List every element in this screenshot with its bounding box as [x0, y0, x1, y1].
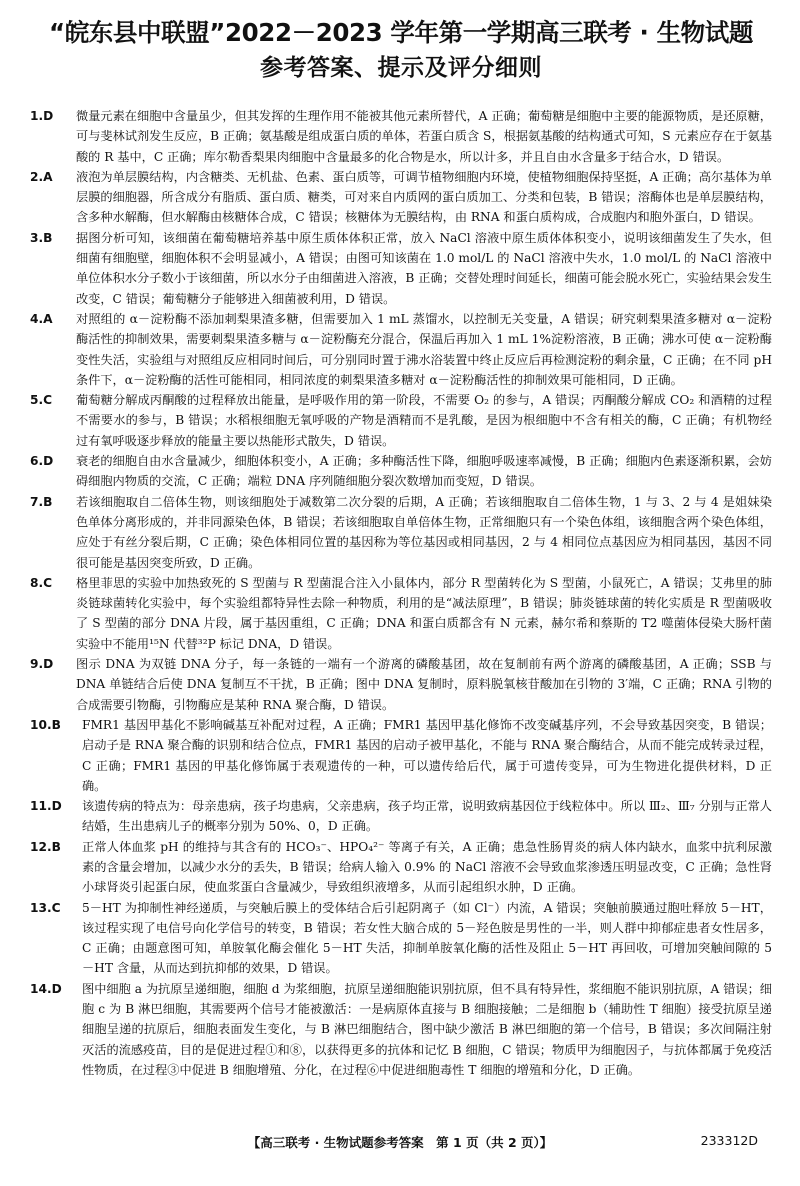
- question-number: 14.: [30, 981, 52, 996]
- answer-explanation: 图中细胞 a 为抗原呈递细胞，细胞 d 为浆细胞，抗原呈递细胞能识别抗原，但不具有特异性，浆细胞不能识别抗原，A 错误；细胞 c 为 B 淋巴细胞，其需要两个信号才能被激活：一是病原体直接与 B 细胞接触；二是细胞 b（辅助性 T 细胞）接受抗原呈递细胞呈递的抗原后，细胞表面发生变化，与 B 淋巴细胞结合，图中缺少激活 B 淋巴细胞的第一个信号，B 错误；多次间隔注射灭活的流感疫苗，目的是促进过程①和⑧，以获得更多的抗体和记忆 B 细胞，C 错误；物质甲为细胞因子，与抗体都属于免疫活性物质，在过程③中促进 B 细胞增殖、分化，在过程⑥中促进细胞毒性 T 细胞的增殖和分化，D 正确。: [82, 981, 772, 1077]
- question-number: 13.: [30, 900, 52, 915]
- answer-explanation: FMR1 基因甲基化不影响碱基互补配对过程，A 正确；FMR1 基因甲基化修饰不改变碱基序列，不会导致基因突变，B 错误；启动子是 RNA 聚合酶的识别和结合位点，FMR1 基因的启动子被甲基化，不能与 RNA 聚合酶结合，从而不能完成转录过程，C 正确；FMR1 基因的甲基化修饰属于表观遗传的一种，可以遗传给后代，属于可遗传变异，可为生物进化提供材料，D 正确。: [82, 717, 772, 793]
- answer-number: [30, 228, 76, 309]
- answer-explanation: 该遗传病的特点为：母亲患病，孩子均患病，父亲患病，孩子均正常，说明致病基因位于线粒体中。所以 Ⅲ₂、Ⅲ₇ 分别与正常人结婚，生出患病儿子的概率分别为 50%、0，D 正确。: [82, 799, 772, 834]
- answer-choice: B: [43, 230, 53, 245]
- answer-choice: D: [43, 657, 54, 672]
- answer-choice: C: [43, 575, 53, 590]
- answer-explanation: 对照组的 α－淀粉酶不添加刺梨果渣多糖，但需要加入 1 mL 蒸馏水，以控制无关变量，A 错误；研究刺梨果渣多糖对 α－淀粉酶活性的抑制效果，需要刺梨果渣多糖与 α－淀粉酶充分混合，保温后再加入 1 mL 1%淀粉溶液，B 正确；沸水可使 α－淀粉酶变性失活，实验组与对照组反应相同时间后，可分别同时置于沸水浴装置中终止反应后再检测淀粉的剩余量，C 正确；在不同 pH 条件下，α－淀粉酶的活性可能相同，相同浓度的刺梨果渣多糖对 α－淀粉酶活性的抑制效果可能相同，D 正确。: [76, 311, 772, 387]
- answer-item: [30, 979, 772, 1080]
- footer-page-info: 【高三联考 · 生物试题参考答案 第 1 页（共 2 页）】: [247, 1135, 553, 1150]
- answer-number: [30, 106, 76, 167]
- answer-item: [30, 837, 772, 898]
- answer-number: [30, 390, 76, 451]
- answer-choice: B: [43, 494, 53, 509]
- question-number: 11.: [30, 799, 52, 814]
- answer-number: [30, 898, 82, 979]
- question-number: 12.: [30, 839, 52, 854]
- page-subtitle: 参考答案、提示及评分细则: [260, 55, 542, 81]
- question-number: 7.: [30, 494, 44, 509]
- answer-explanation: 正常人体血浆 pH 的维持与其含有的 HCO₃⁻、HPO₄²⁻ 等离子有关，A 正确；患急性肠胃炎的病人体内缺水，血浆中抗利尿激素的含量会增加，以减少水分的丢失，B 错误；给病人输入 0.9% 的 NaCl 溶液不会导致血浆渗透压明显改变，C 正确；急性肾小球肾炎引起蛋白尿，使血浆蛋白含量减少，导致组织液增多，从而引起组织水肿，D 正确。: [82, 839, 772, 895]
- answer-number: [30, 573, 76, 654]
- answer-explanation: 格里菲思的实验中加热致死的 S 型菌与 R 型菌混合注入小鼠体内，部分 R 型菌转化为 S 型菌，小鼠死亡，A 错误；艾弗里的肺炎链球菌转化实验中，每个实验组都特异性去除一种物质，利用的是“减法原理”，B 错误；肺炎链球菌的转化实质是 R 型菌吸收了 S 型菌的部分 DNA 片段，属于基因重组，C 正确；DNA 和蛋白质都含有 N 元素，赫尔希和蔡斯的 T2 噬菌体侵染大肠杆菌实验中不能用¹⁵N 代替³²P 标记 DNA，D 错误。: [76, 575, 772, 651]
- answer-item: [30, 796, 772, 837]
- answer-choice: D: [51, 981, 62, 996]
- page-footer: [0, 1133, 800, 1157]
- answer-choice: D: [43, 109, 54, 123]
- answer-number: [30, 451, 76, 492]
- question-number: 9.: [30, 657, 44, 672]
- answer-number: [30, 837, 82, 898]
- answer-explanation: 5－HT 为抑制性神经递质，与突触后膜上的受体结合后引起阴离子（如 Cl⁻）内流，A 错误；突触前膜通过胞吐释放 5－HT，该过程实现了电信号向化学信号的转变，B 错误；若女性大脑合成的 5－羟色胺是男性的一半，则人群中抑郁症患者女性居多，C 正确；由题意图可知，单胺氧化酶会催化 5－HT 失活，抑制单胺氧化酶的活性及阻止 5－HT 再回收，可增加突触间隙的 5－HT 含量，从而达到抗抑郁的效果，D 错误。: [82, 900, 772, 976]
- answer-item: [30, 451, 772, 492]
- answer-item: [30, 106, 772, 167]
- question-number: 1.: [30, 109, 44, 123]
- answer-choice: D: [51, 799, 62, 814]
- answer-explanation: 葡萄糖分解成丙酮酸的过程释放出能量，是呼吸作用的第一阶段，不需要 O₂ 的参与，A 错误；丙酮酸分解成 CO₂ 和酒精的过程不需要水的参与，B 错误；水稻根细胞无氧呼吸的产物是酒精而不是乳酸，是因为根细胞中不含有相关的酶，C 正确；有机物经过有氧呼吸逐步释放的能量主要以热能形式散失，D 错误。: [76, 393, 772, 448]
- answer-choice: A: [43, 169, 53, 184]
- question-number: 6.: [30, 454, 44, 469]
- answer-item: [30, 898, 772, 979]
- answer-number: [30, 796, 82, 837]
- answer-explanation: 图示 DNA 为双链 DNA 分子，每一条链的一端有一个游离的磷酸基团，故在复制前有两个游离的磷酸基团，A 正确；SSB 与 DNA 单链结合后使 DNA 复制互不干扰，B 正确；图中 DNA 复制时，原料脱氧核苷酸加在引物的 3′端，C 正确；RNA 引物的合成需要引物酶，引物酶应是某种 RNA 聚合酶，D 错误。: [76, 657, 772, 712]
- question-number: 5.: [30, 393, 44, 408]
- answer-choice: C: [51, 900, 61, 915]
- answer-number: [30, 715, 82, 796]
- question-number: 3.: [30, 230, 44, 245]
- answer-item: [30, 654, 772, 715]
- question-number: 4.: [30, 311, 44, 326]
- answer-number: [30, 654, 76, 715]
- document-header: [30, 16, 772, 86]
- answer-list: [30, 106, 772, 1080]
- question-number: 8.: [30, 575, 44, 590]
- answer-item: [30, 390, 772, 451]
- page-title: “皖东县中联盟”2022－2023 学年第一学期高三联考 · 生物试题: [49, 18, 753, 47]
- answer-choice: B: [51, 717, 61, 732]
- answer-explanation: 衰老的细胞自由水含量减少，细胞体积变小，A 正确；多种酶活性下降，细胞呼吸速率减慢，B 正确；细胞内色素逐渐积累，会妨碍细胞内物质的交流，C 正确；端粒 DNA 序列随细胞分裂次数增加而变短，D 错误。: [76, 454, 772, 489]
- answer-item: [30, 573, 772, 654]
- answer-explanation: 液泡为单层膜结构，内含糖类、无机盐、色素、蛋白质等，可调节植物细胞内环境，使植物细胞保持坚挺，A 正确；高尔基体为单层膜的细胞器，所含成分有脂质、蛋白质、糖类，可对来自内质网的蛋白质加工、分类和包装，B 错误；溶酶体也是单层膜结构，含多种水解酶，但水解酶由核糖体合成，C 错误；核糖体为无膜结构，由 RNA 和蛋白质构成，合成胞内和胞外蛋白，D 错误。: [76, 169, 772, 225]
- answer-number: [30, 309, 76, 390]
- answer-choice: D: [43, 454, 54, 469]
- answer-number: [30, 492, 76, 573]
- question-number: 2.: [30, 169, 44, 184]
- answer-explanation: 若该细胞取自二倍体生物，则该细胞处于减数第二次分裂的后期，A 正确；若该细胞取自二倍体生物，1 与 3、2 与 4 是姐妹染色单体分离形成的，并非同源染色体，B 错误；若该细胞取自单倍体生物，正常细胞只有一个染色体组，该细胞含两个染色体组，应处于有丝分裂后期，C 正确；染色体相同位置的基因称为等位基因或相同基因，2 与 4 相同位点基因应为相同基因，基因不同很可能是基因突变所致，D 正确。: [76, 494, 772, 570]
- answer-number: [30, 979, 82, 1080]
- question-number: 10.: [30, 717, 52, 732]
- answer-item: [30, 167, 772, 228]
- answer-explanation: 据图分析可知，该细菌在葡萄糖培养基中原生质体体积正常，放入 NaCl 溶液中原生质体体积变小，说明该细菌发生了失水，但细菌有细胞壁，细胞体积不会明显减小，A 错误；由图可知该菌在 1.0 mol/L 的 NaCl 溶液中失水，1.0 mol/L 的 NaCl 溶液中单位体积水分子数小于该细菌，所以水分子由细菌进入溶液，B 正确；交替处理时间延长，细菌可能会脱水死亡，实验结果会发生改变，C 错误；葡萄糖分子能够进入细菌被利用，D 错误。: [76, 230, 772, 306]
- answer-choice: C: [43, 393, 53, 408]
- answer-item: [30, 715, 772, 796]
- footer-code: 233312D: [700, 1133, 758, 1148]
- answer-choice: B: [51, 839, 61, 854]
- answer-item: [30, 228, 772, 309]
- answer-item: [30, 309, 772, 390]
- answer-choice: A: [43, 311, 53, 326]
- answer-number: [30, 167, 76, 228]
- answer-explanation: 微量元素在细胞中含量虽少，但其发挥的生理作用不能被其他元素所替代，A 正确；葡萄糖是细胞中主要的能源物质，是还原糖，可与斐林试剂发生反应，B 正确；氨基酸是组成蛋白质的单体，若蛋白质含 S，根据氨基酸的结构通式可知，S 元素应存在于氨基酸的 R 基中，C 正确；库尔勒香梨果肉细胞中含量最多的化合物是水，所以计多，并且自由水含量多于结合水，D 错误。: [76, 109, 772, 164]
- answer-item: [30, 492, 772, 573]
